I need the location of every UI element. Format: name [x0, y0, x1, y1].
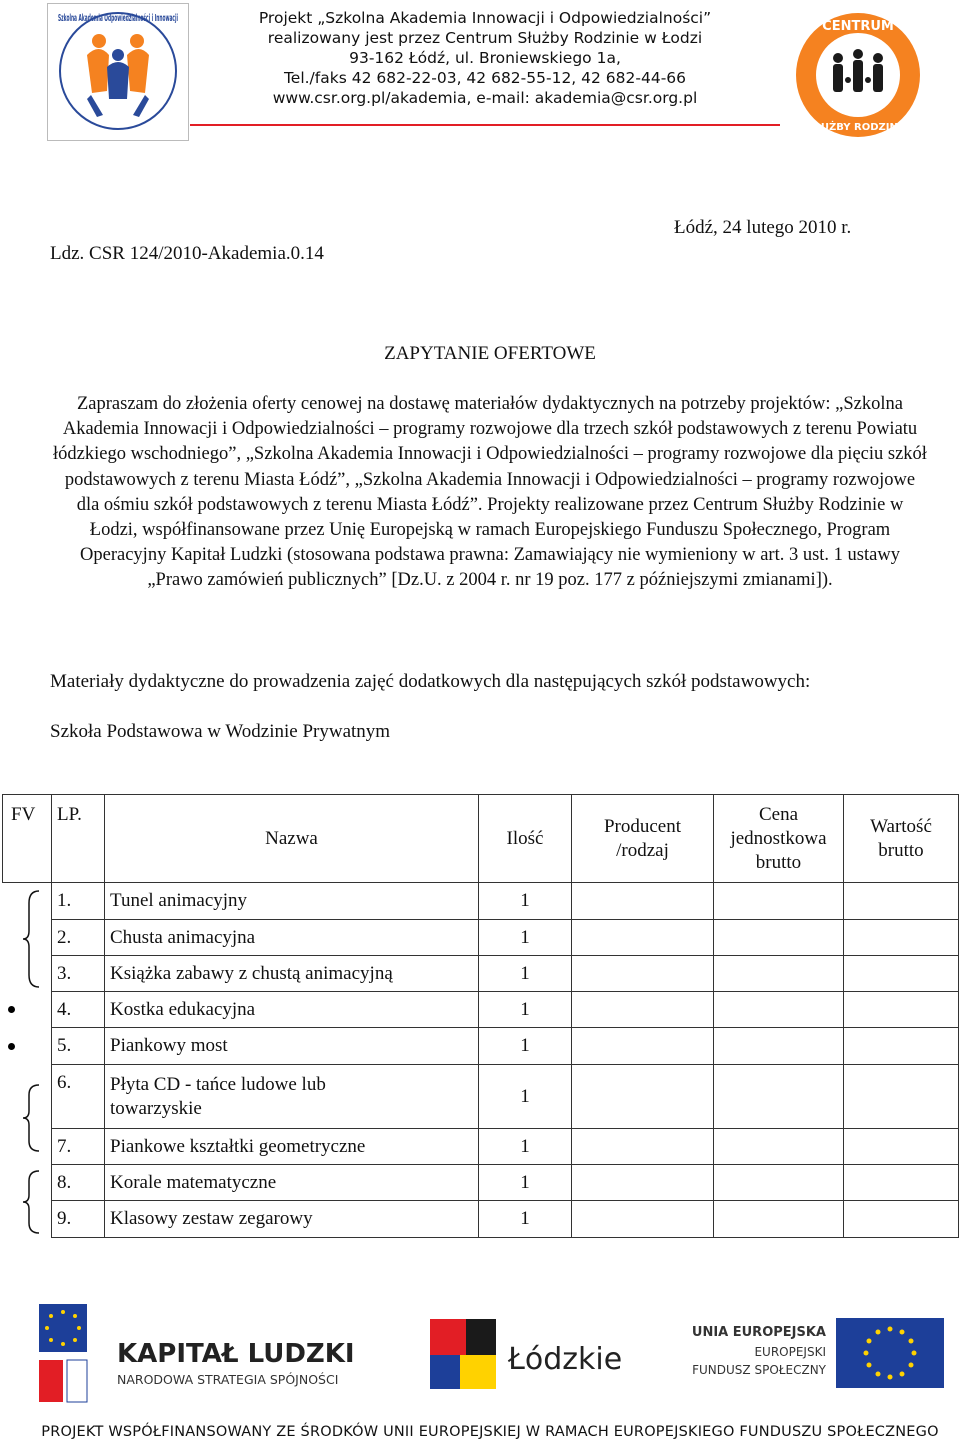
reference-number: Ldz. CSR 124/2010-Akademia.0.14 [50, 243, 324, 264]
row-value[interactable] [844, 992, 959, 1028]
materials-line: Materiały dydaktyczne do prowadzenia zajęć dodatkowych dla następujących szkół podstawowych: [50, 671, 811, 692]
header-unit-price: Cena jednostkowa brutto [714, 795, 844, 883]
row-producer[interactable] [572, 1065, 714, 1129]
row-value[interactable] [844, 956, 959, 992]
table-row [3, 1165, 959, 1201]
header-name: Nazwa [105, 795, 479, 883]
row-producer[interactable] [572, 992, 714, 1028]
kl-title: KAPITAŁ LUDZKI [117, 1339, 355, 1369]
row-name: Piankowe kształtki geometryczne [105, 1129, 479, 1165]
bullet-icon [8, 1006, 15, 1013]
row-name: Klasowy zestaw zegarowy [105, 1201, 479, 1238]
row-producer[interactable] [572, 1129, 714, 1165]
row-producer[interactable] [572, 1201, 714, 1238]
row-lp: 7. [52, 1129, 105, 1165]
kapital-ludzki-logo [37, 1302, 355, 1412]
row-producer[interactable] [572, 1028, 714, 1065]
row-name: Książka zabawy z chustą animacyjną [105, 956, 479, 992]
row-producer[interactable] [572, 956, 714, 992]
row-name: Korale matematyczne [105, 1165, 479, 1201]
row-value[interactable] [844, 1065, 959, 1129]
row-unit-price[interactable] [714, 992, 844, 1028]
header-info [190, 8, 780, 108]
table-row [3, 992, 959, 1028]
row-value[interactable] [844, 1201, 959, 1238]
header-line: Projekt „Szkolna Akademia Innowacji i Odpowiedzialności” [258, 9, 712, 27]
row-producer[interactable] [572, 883, 714, 920]
row-name: Tunel animacyjny [105, 883, 479, 920]
row-value[interactable] [844, 883, 959, 920]
row-name: Płyta CD - tańce ludowe lub towarzyskie [105, 1065, 479, 1129]
row-unit-price[interactable] [714, 1165, 844, 1201]
row-value[interactable] [844, 1129, 959, 1165]
row-lp: 9. [52, 1201, 105, 1238]
header-line: realizowany jest przez Centrum Służby Rodzinie w Łodzi [267, 29, 703, 47]
header-divider [190, 124, 780, 126]
row-value[interactable] [844, 1165, 959, 1201]
row-qty: 1 [479, 1028, 572, 1065]
table-row [3, 1028, 959, 1065]
lodzkie-logo [428, 1315, 623, 1393]
row-qty: 1 [479, 1165, 572, 1201]
akademia-logo [47, 3, 334, 141]
centrum-logo [783, 10, 933, 140]
table-header-row [3, 795, 959, 883]
items-table [2, 794, 959, 1238]
ue-line1: UNIA EUROPEJSKA [691, 1325, 826, 1340]
kl-subtitle: NARODOWA STRATEGIA SPÓJNOŚCI [117, 1372, 339, 1387]
header-qty: Ilość [479, 795, 572, 883]
table-row [3, 1201, 959, 1238]
header-fv: FV [3, 795, 52, 883]
row-qty: 1 [479, 1129, 572, 1165]
row-lp: 6. [52, 1065, 105, 1129]
header-line: Tel./faks 42 682-22-03, 42 682-55-12, 42 682-44-66 [283, 69, 687, 87]
ue-line2: EUROPEJSKI [754, 1345, 826, 1359]
row-lp: 4. [52, 992, 105, 1028]
header-producer: Producent /rodzaj [572, 795, 714, 883]
row-unit-price[interactable] [714, 883, 844, 920]
table-row [3, 1065, 959, 1129]
row-qty: 1 [479, 1201, 572, 1238]
school-name: Szkoła Podstawowa w Wodzinie Prywatnym [50, 721, 391, 742]
row-name: Chusta animacyjna [105, 920, 479, 956]
row-qty: 1 [479, 883, 572, 920]
header-value: Wartość brutto [844, 795, 959, 883]
row-qty: 1 [479, 920, 572, 956]
row-producer[interactable] [572, 920, 714, 956]
header-line: 93-162 Łódź, ul. Broniewskiego 1a, [349, 49, 621, 67]
row-value[interactable] [844, 1028, 959, 1065]
row-name: Piankowy most [105, 1028, 479, 1065]
row-unit-price[interactable] [714, 1129, 844, 1165]
row-unit-price[interactable] [714, 956, 844, 992]
footer-text: PROJEKT WSPÓŁFINANSOWANY ZE ŚRODKÓW UNII EUROPEJSKIEJ W RAMACH EUROPEJSKIEGO FUNDUSZU SPOŁECZNEGO [41, 1424, 939, 1440]
bullet-icon [8, 1043, 15, 1050]
row-unit-price[interactable] [714, 1201, 844, 1238]
row-lp: 1. [52, 883, 105, 920]
row-unit-price[interactable] [714, 1065, 844, 1129]
row-lp: 8. [52, 1165, 105, 1201]
table-row [3, 920, 959, 956]
centrum-logo-top: CENTRUM [822, 19, 894, 34]
row-qty: 1 [479, 956, 572, 992]
akademia-logo-text: Szkolna Akademia Odpowiedzialności i Innowacji [58, 13, 334, 24]
row-lp: 3. [52, 956, 105, 992]
row-name: Kostka edukacyjna [105, 992, 479, 1028]
row-qty: 1 [479, 1065, 572, 1129]
table-row [3, 883, 959, 920]
table-row [3, 1129, 959, 1165]
row-unit-price[interactable] [714, 1028, 844, 1065]
document-title: ZAPYTANIE OFERTOWE [384, 343, 596, 364]
place-date: Łódź, 24 lutego 2010 r. [674, 217, 852, 238]
row-unit-price[interactable] [714, 920, 844, 956]
centrum-logo-bottom: SŁUŻBY RODZINIE [807, 122, 909, 133]
row-producer[interactable] [572, 1165, 714, 1201]
header-line: www.csr.org.pl/akademia, e-mail: akademia@csr.org.pl [272, 89, 698, 107]
row-qty: 1 [479, 992, 572, 1028]
row-lp: 5. [52, 1028, 105, 1065]
row-value[interactable] [844, 920, 959, 956]
fv-cell [3, 883, 52, 920]
header-lp: LP. [52, 795, 105, 883]
table-row [3, 956, 959, 992]
row-lp: 2. [52, 920, 105, 956]
ue-line3: FUNDUSZ SPOŁECZNY [692, 1363, 826, 1377]
intro-paragraph: Zapraszam do złożenia oferty cenowej na dostawę materiałów dydaktycznych na potrzeby projektów: „Szkolna Akademia Innowacji i Odpowiedzialności – programy rozwojowe dla trzech szkół podstawowych z terenu Powiatu łódzkiego wschodniego”, „Szkolna Akademia Innowacji i Odpowiedzialności – programy rozwojowe dla pięciu szkół podstawowych z terenu Miasta Łódź”, „Szkolna Akademia Innowacji i Odpowiedzialności – programy rozwojowe dla ośmiu szkół podstawowych z terenu Miasta Łódź”. Projekty realizowane przez Centrum Służby Rodzinie w Łodzi, współfinansowane przez Unię Europejską w ramach Europejskiego Funduszu Społecznego, Program Operacyjny Kapitał Ludzki (stosowana podstawa prawna: Zamawiający nie wymieniony w art. 3 ust. 1 ustawy „Prawo zamówień publicznych” [Dz.U. z 2004 r. nr 19 poz. 177 z późniejszymi zmianami]). [53, 394, 927, 591]
eu-logo [686, 1316, 946, 1390]
lodzkie-text: Łódzkie [508, 1342, 623, 1377]
